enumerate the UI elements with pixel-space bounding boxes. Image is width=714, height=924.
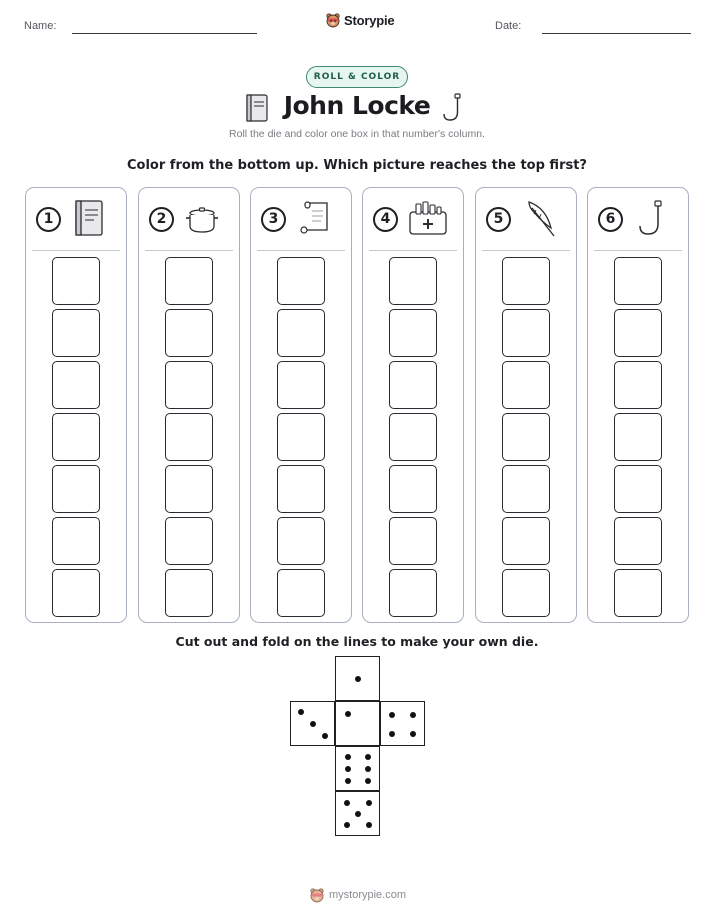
- color-box[interactable]: [389, 309, 437, 357]
- color-box[interactable]: [165, 413, 213, 461]
- color-box[interactable]: [389, 361, 437, 409]
- column-4: [362, 187, 464, 623]
- column-divider: [482, 250, 570, 251]
- die-face-five: [335, 791, 380, 836]
- hook-icon: [632, 198, 670, 240]
- die-face-three: [290, 701, 335, 746]
- die-pip: [310, 721, 316, 727]
- die-pip: [365, 754, 371, 760]
- column-number: 2: [149, 207, 174, 232]
- pot-icon: [183, 198, 221, 240]
- die-pip: [344, 800, 350, 806]
- color-box[interactable]: [614, 309, 662, 357]
- storypie-bear-logo-icon: [309, 887, 325, 903]
- color-box[interactable]: [389, 465, 437, 513]
- column-number: 5: [486, 207, 511, 232]
- die-pip: [389, 712, 395, 718]
- color-box[interactable]: [52, 569, 100, 617]
- color-box[interactable]: [502, 361, 550, 409]
- die-pip: [355, 811, 361, 817]
- color-box[interactable]: [52, 465, 100, 513]
- die-pip: [345, 766, 351, 772]
- name-line[interactable]: [72, 33, 257, 34]
- die-pip: [345, 711, 351, 717]
- color-box[interactable]: [502, 517, 550, 565]
- quill-icon: [520, 198, 558, 240]
- die-pip: [345, 778, 351, 784]
- storypie-bear-logo-icon: [325, 12, 341, 28]
- color-box[interactable]: [614, 569, 662, 617]
- brand-logo: [325, 12, 394, 28]
- column-divider: [145, 250, 233, 251]
- scroll-icon: [295, 198, 333, 240]
- color-box[interactable]: [614, 517, 662, 565]
- column-number: 1: [36, 207, 61, 232]
- die-pip: [344, 822, 350, 828]
- die-pip: [410, 731, 416, 737]
- column-6: [587, 187, 689, 623]
- date-line[interactable]: [542, 33, 691, 34]
- die-pip: [355, 676, 361, 682]
- color-box[interactable]: [277, 257, 325, 305]
- name-label: Name:: [24, 20, 57, 32]
- die-face-four: [380, 701, 425, 746]
- column-divider: [594, 250, 682, 251]
- die-face-one: [335, 701, 380, 746]
- color-box[interactable]: [614, 413, 662, 461]
- die-pip: [389, 731, 395, 737]
- die-pip: [366, 800, 372, 806]
- color-box[interactable]: [277, 361, 325, 409]
- column-divider: [369, 250, 457, 251]
- die-pip: [365, 778, 371, 784]
- color-box[interactable]: [165, 517, 213, 565]
- column-number: 4: [373, 207, 398, 232]
- color-box[interactable]: [389, 413, 437, 461]
- column-1: [25, 187, 127, 623]
- color-box[interactable]: [165, 465, 213, 513]
- color-box[interactable]: [389, 257, 437, 305]
- color-box[interactable]: [502, 465, 550, 513]
- color-box[interactable]: [52, 309, 100, 357]
- color-box[interactable]: [389, 517, 437, 565]
- color-box[interactable]: [277, 465, 325, 513]
- die-pip: [366, 822, 372, 828]
- column-number: 6: [598, 207, 623, 232]
- column-2: [138, 187, 240, 623]
- subtitle: Roll the die and color one box in that number's column.: [229, 128, 485, 140]
- color-box[interactable]: [614, 465, 662, 513]
- color-box[interactable]: [277, 517, 325, 565]
- color-box[interactable]: [502, 309, 550, 357]
- medical-bag-icon: [407, 198, 449, 240]
- die-instruction: Cut out and fold on the lines to make your own die.: [175, 634, 539, 649]
- book-icon: [70, 198, 108, 240]
- brand-name: Storypie: [344, 12, 395, 28]
- die-face-six: [335, 746, 380, 791]
- color-box[interactable]: [277, 309, 325, 357]
- page-title: John Locke: [283, 91, 431, 120]
- column-3: [250, 187, 352, 623]
- hook-icon: [440, 92, 468, 124]
- column-divider: [257, 250, 345, 251]
- footer: [309, 887, 406, 903]
- die-pip: [410, 712, 416, 718]
- die-pip: [298, 709, 304, 715]
- color-box[interactable]: [614, 257, 662, 305]
- color-box[interactable]: [52, 361, 100, 409]
- instruction-heading: Color from the bottom up. Which picture reaches the top first?: [127, 158, 587, 173]
- color-box[interactable]: [165, 569, 213, 617]
- color-box[interactable]: [502, 413, 550, 461]
- die-pip: [365, 766, 371, 772]
- color-box[interactable]: [614, 361, 662, 409]
- color-box[interactable]: [277, 413, 325, 461]
- color-box[interactable]: [502, 569, 550, 617]
- footer-url[interactable]: mystorypie.com: [329, 889, 407, 901]
- color-box[interactable]: [52, 257, 100, 305]
- column-divider: [32, 250, 120, 251]
- die-pip: [322, 733, 328, 739]
- color-box[interactable]: [165, 361, 213, 409]
- roll-and-color-badge: ROLL & COLOR: [306, 66, 408, 88]
- color-box[interactable]: [165, 309, 213, 357]
- color-box[interactable]: [52, 413, 100, 461]
- die-pip: [345, 754, 351, 760]
- column-5: [475, 187, 577, 623]
- column-number: 3: [261, 207, 286, 232]
- color-box[interactable]: [165, 257, 213, 305]
- die-face-one: [335, 656, 380, 701]
- date-label: Date:: [495, 20, 522, 32]
- color-box[interactable]: [52, 517, 100, 565]
- color-box[interactable]: [277, 569, 325, 617]
- color-box[interactable]: [502, 257, 550, 305]
- color-box[interactable]: [389, 569, 437, 617]
